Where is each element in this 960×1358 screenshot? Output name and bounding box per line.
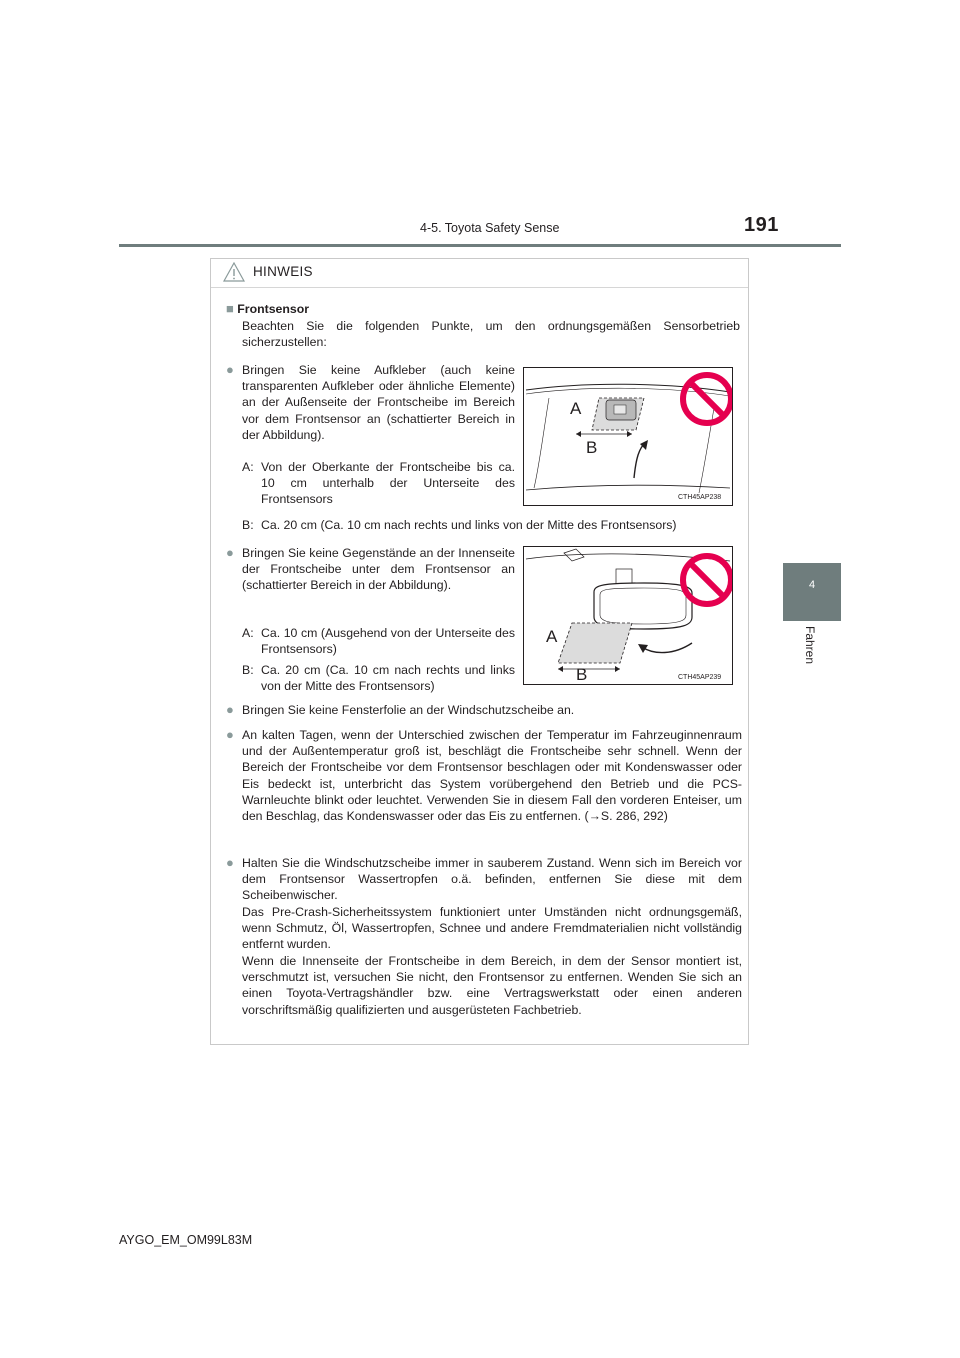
- section-heading: [226, 301, 309, 317]
- figure2-label-b: B: [576, 665, 588, 684]
- bullet-icon: ●: [226, 362, 234, 377]
- bullet-icon: ●: [226, 545, 234, 560]
- item2-a-label: A:: [242, 626, 254, 640]
- windshield-exterior-illustration: [524, 368, 732, 505]
- notice-title: HINWEIS: [253, 264, 313, 279]
- item5-para2: Das Pre-Crash-Sicherheitssystem funktioniert unter Umständen nicht ordnungsgemäß, wenn Schmutz, Öl, Wassertropfen, Schnee und andere Fremdmaterialien nicht vollständig entfernt wurden.: [242, 905, 742, 952]
- figure-windshield-exterior: [523, 367, 733, 506]
- warning-triangle-icon: [223, 262, 245, 282]
- item1-a-text: Von der Oberkante der Frontscheibe bis ca. 10 cm unterhalb der Unterseite des Frontsensors: [261, 460, 515, 507]
- page-number: 191: [744, 214, 779, 236]
- item5-para1: Halten Sie die Windschutzscheibe immer in sauberem Zustand. Wenn sich im Bereich vor dem Frontsensor Wassertropfen o.ä. befinden, entfernen Sie diese mit dem Scheibenwischer.: [242, 856, 742, 903]
- intro-text: Beachten Sie die folgenden Punkte, um den ordnungsgemäßen Sensorbetrieb sicherzustellen:: [242, 319, 740, 350]
- item1-text: Bringen Sie keine Aufkleber (auch keine transparenten Aufkleber oder ähnliche Elemente) an der Außenseite der Frontscheibe im Bereich vor dem Frontsensor an (schattierter Bereich in der Abbildung).: [242, 363, 515, 442]
- item5-para3: Wenn die Innenseite der Frontscheibe in dem Bereich, in dem der Sensor montiert ist, verschmutzt ist, versuchen Sie nicht, den Frontsensor zu entfernen. Wenden Sie sich an einen Toyota-Vertragshändler bzw. eine Vertragswerkstatt oder einen anderen vorschriftsmäßig qualifizierten und ausgerüsteten Fachbetrieb.: [242, 954, 742, 1017]
- section-heading-text: Frontsensor: [237, 302, 310, 316]
- item3-text: Bringen Sie keine Fensterfolie an der Windschutzscheibe an.: [242, 703, 575, 717]
- item2-b-label: B:: [242, 663, 254, 677]
- item2-text: Bringen Sie keine Gegenstände an der Innenseite der Frontscheibe unter dem Frontsensor an (schattierter Bereich in der Abbildung).: [242, 546, 515, 593]
- bullet-icon: ●: [226, 855, 234, 870]
- figure2-label-a: A: [546, 627, 558, 646]
- item2-a-text: Ca. 10 cm (Ausgehend von der Unterseite des Frontsensors): [261, 626, 515, 657]
- item1-a-label: A:: [242, 460, 254, 474]
- item1-b-text: Ca. 20 cm (Ca. 10 cm nach rechts und links von der Mitte des Frontsensors): [261, 518, 677, 532]
- square-bullet-icon: ■: [226, 301, 234, 316]
- figure1-label-a: A: [570, 399, 582, 418]
- figure1-code: CTH45AP238: [678, 494, 722, 501]
- figure2-code: CTH45AP239: [678, 674, 722, 681]
- bullet-icon: ●: [226, 702, 234, 717]
- figure-windshield-interior: [523, 546, 733, 685]
- header-section-title: 4-5. Toyota Safety Sense: [420, 221, 560, 235]
- chapter-number: 4: [808, 579, 816, 591]
- bullet-icon: ●: [226, 727, 234, 742]
- document-code: AYGO_EM_OM99L83M: [119, 1233, 253, 1247]
- item2-b-text: Ca. 20 cm (Ca. 10 cm nach rechts und links von der Mitte des Frontsensors): [261, 663, 515, 694]
- windshield-interior-illustration: [524, 547, 732, 684]
- header-divider: [119, 244, 841, 247]
- figure1-label-b: B: [586, 438, 598, 457]
- chapter-tab: [783, 563, 841, 621]
- item4-text: An kalten Tagen, wenn der Unterschied zwischen der Temperatur im Fahrzeuginnenraum und der Außentemperatur groß ist, beschlägt die Frontscheibe sehr schnell. Wenn der Bereich der Frontscheibe vor dem Frontsensor beschlagen oder mit Kondenswasser oder Eis bedeckt ist, unterbricht das System vorübergehend den Betrieb und die PCS-Warnleuchte blinkt oder leuchtet. Verwenden Sie in diesem Fall den vorderen Enteiser, um den Beschlag, das Kondenswasser oder das Eis zu entfernen. (→S. 286, 292): [242, 728, 742, 824]
- item1-b-label: B:: [242, 518, 254, 532]
- chapter-label: Fahren: [803, 626, 817, 665]
